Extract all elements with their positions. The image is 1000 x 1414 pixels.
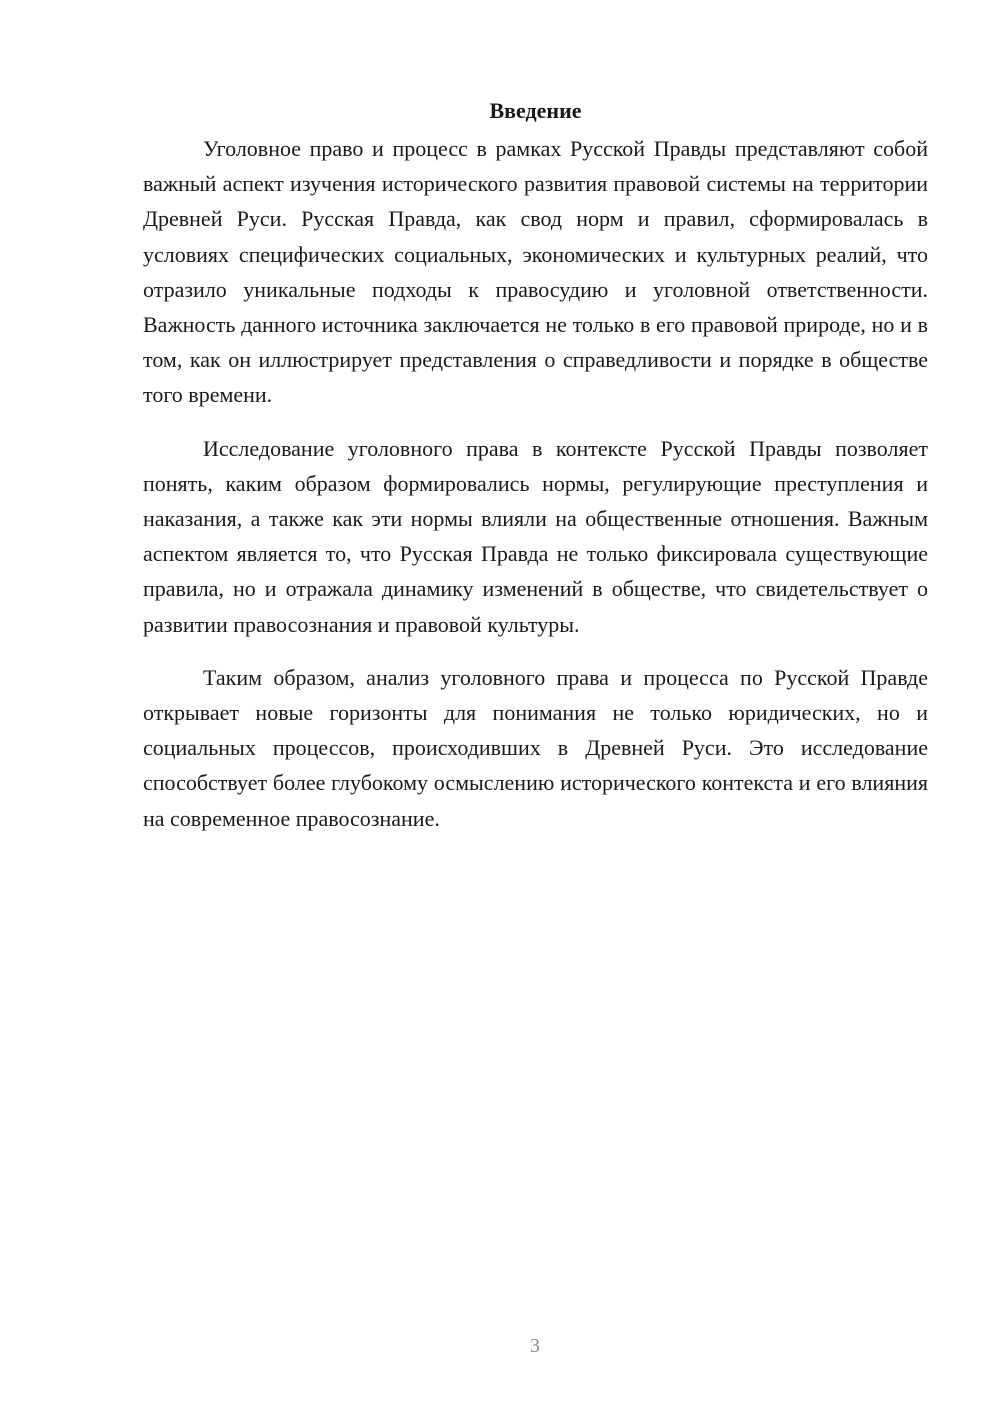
paragraph-1: Уголовное право и процесс в рамках Русской Правды представляют собой важный аспект изучения исторического развития правовой системы на территории Древней Руси. Русская Правда, как свод норм и правил, сформировалась в условиях специфических социальных, экономических и культурных реалий, что отразило уникальные подходы к правосудию и уголовной ответственности. Важность данного источника заключается не только в его правовой природе, но и в том, как он иллюстрирует представления о справедливости и порядке в обществе того времени. bbox=[143, 136, 928, 408]
paragraph-3: Таким образом, анализ уголовного права и процесса по Русской Правде открывает новые горизонты для понимания не только юридических, но и социальных процессов, происходивших в Древней Руси. Это исследование способствует более глубокому осмыслению исторического контекста и его влияния на современное правосознание. bbox=[143, 664, 928, 831]
page-content bbox=[143, 96, 928, 836]
section-heading: Введение bbox=[489, 98, 582, 123]
page-number: 3 bbox=[530, 1335, 540, 1357]
paragraph-2: Исследование уголовного права в контексте Русской Правды позволяет понять, каким образом формировались нормы, регулирующие преступления и наказания, а также как эти нормы влияли на общественные отношения. Важным аспектом является то, что Русская Правда не только фиксировала существующие правила, но и отражала динамику изменений в обществе, что свидетельствует о развитии правосознания и правовой культуры. bbox=[143, 435, 928, 637]
